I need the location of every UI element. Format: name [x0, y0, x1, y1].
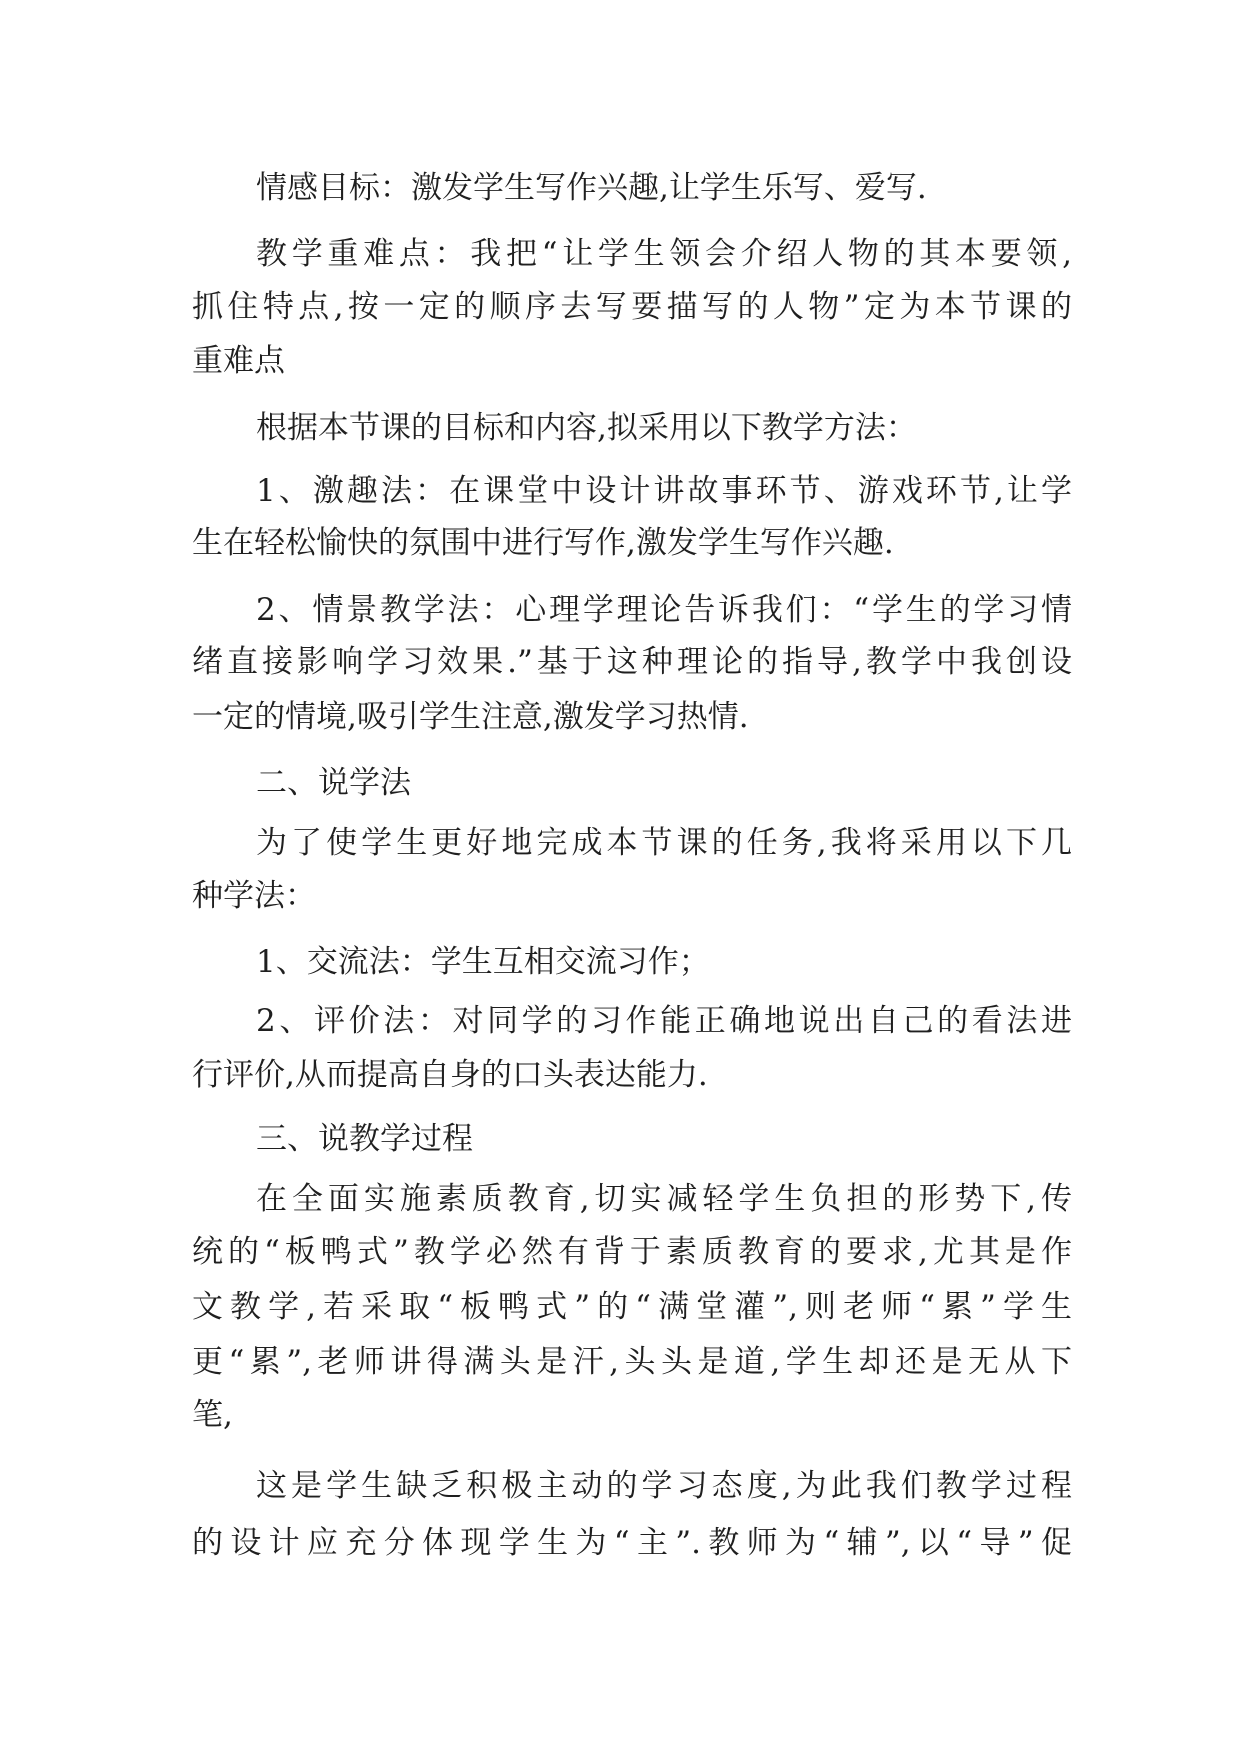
text-line-2: 教学重难点：我把“让学生领会介绍人物的其本要领, [256, 236, 1072, 272]
text-line-16: 行评价,从而提高自身的口头表达能力. [192, 1057, 708, 1093]
text-line-21: 更“累”,老师讲得满头是汗,头头是道,学生却还是无从下 [192, 1344, 1072, 1380]
text-line-4: 重难点 [192, 343, 285, 379]
text-line-8: 2、情景教学法：心理学理论告诉我们：“学生的学习情 [256, 592, 1072, 628]
text-line-3: 抓住特点,按一定的顺序去写要描写的人物”定为本节课的 [192, 289, 1072, 325]
text-line-15: 2、评价法：对同学的习作能正确地说出自己的看法进 [256, 1003, 1072, 1039]
section-heading-2: 二、说学法 [256, 765, 411, 801]
text-line-12: 为了使学生更好地完成本节课的任务,我将采用以下几 [256, 825, 1072, 861]
text-line-24: 的设计应充分体现学生为“主”.教师为“辅”,以“导”促 [192, 1525, 1072, 1561]
text-line-9: 绪直接影响学习效果.”基于这种理论的指导,教学中我创设 [192, 644, 1072, 680]
text-line-23: 这是学生缺乏积极主动的学习态度,为此我们教学过程 [256, 1468, 1072, 1504]
text-line-18: 在全面实施素质教育,切实减轻学生负担的形势下,传 [256, 1181, 1072, 1217]
section-heading-3: 三、说教学过程 [256, 1121, 473, 1157]
text-line-5: 根据本节课的目标和内容,拟采用以下教学方法： [256, 410, 917, 446]
text-line-19: 统的“板鸭式”教学必然有背于素质教育的要求,尤其是作 [192, 1234, 1072, 1270]
text-line-10: 一定的情境,吸引学生注意,激发学习热情. [192, 699, 749, 735]
text-line-1: 情感目标：激发学生写作兴趣,让学生乐写、爱写. [256, 170, 927, 206]
text-line-6: 1、激趣法：在课堂中设计讲故事环节、游戏环节,让学 [256, 473, 1072, 509]
text-line-22: 笔, [192, 1397, 233, 1433]
text-line-20: 文教学,若采取“板鸭式”的“满堂灌”,则老师“累”学生 [192, 1289, 1072, 1325]
text-line-14: 1、交流法：学生互相交流习作； [256, 944, 710, 980]
text-line-13: 种学法： [192, 878, 316, 914]
text-line-7: 生在轻松愉快的氛围中进行写作,激发学生写作兴趣. [192, 525, 894, 561]
